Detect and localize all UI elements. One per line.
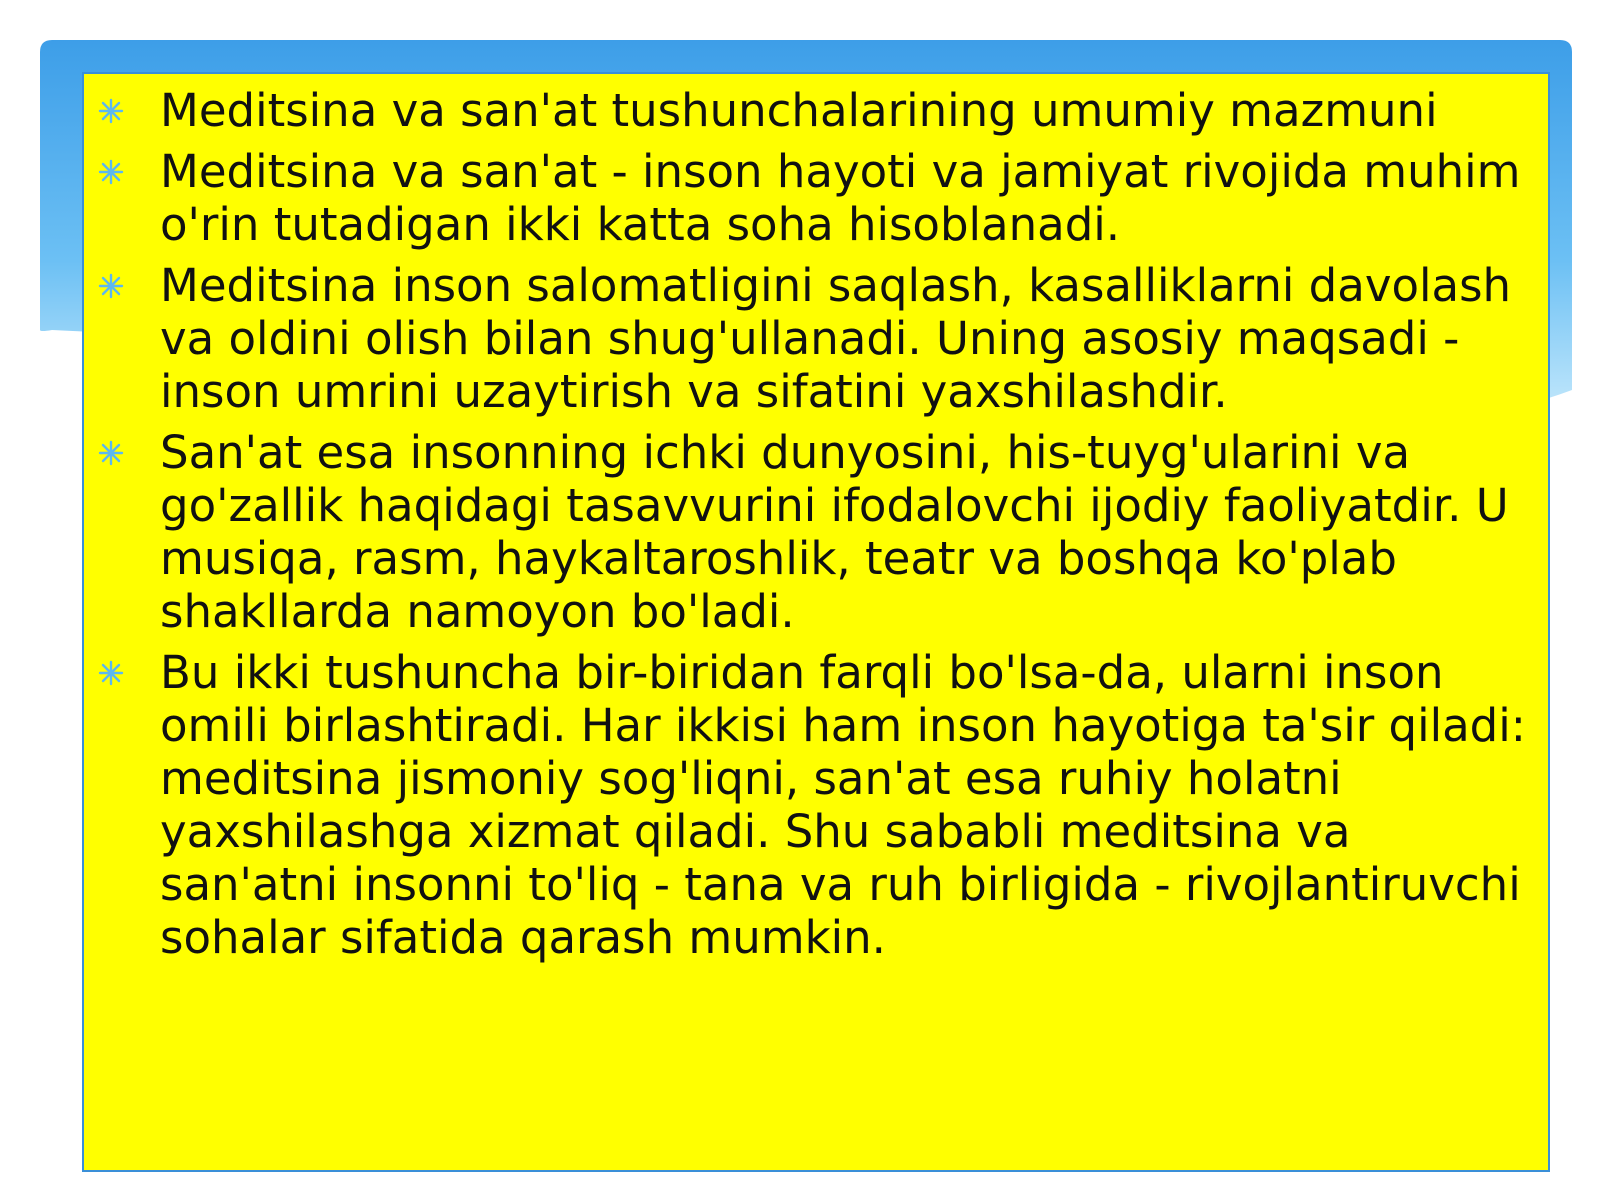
bullet-text: Bu ikki tushuncha bir-biridan farqli bo'lsa-da, ularni inson omili birlashtiradi. Har ikkisi ham inson hayotiga ta'sir qiladi: meditsina jismoniy sog'liqni, san'at esa ruhiy holatni yaxshilashga xizmat qiladi. Shu sababli meditsina va san'atni insonni to'liq - tana va ruh birligida - rivojlantiruvchi sohalar sifatida qarash mumkin.: [160, 646, 1526, 964]
bullet-text: Meditsina va san'at - inson hayoti va jamiyat rivojida muhim o'rin tutadigan ikki katta soha hisoblanadi.: [160, 145, 1521, 251]
asterisk-star-icon: [98, 145, 128, 198]
bullet-item: [98, 259, 1538, 418]
asterisk-star-icon: [98, 646, 128, 699]
bullet-item: [98, 145, 1538, 251]
bullet-list: [98, 84, 1538, 972]
bullet-item: [98, 426, 1538, 638]
asterisk-star-icon: [98, 84, 128, 137]
bullet-item: [98, 646, 1538, 964]
bullet-text: San'at esa insonning ichki dunyosini, his-tuyg'ularini va go'zallik haqidagi tasavvurini ifodalovchi ijodiy faoliyatdir. U musiqa, rasm, haykaltaroshlik, teatr va boshqa ko'plab shakllarda namoyon bo'ladi.: [160, 426, 1509, 638]
bullet-item: [98, 84, 1538, 137]
bullet-text: Meditsina va san'at tushunchalarining umumiy mazmuni: [160, 84, 1438, 137]
asterisk-star-icon: [98, 426, 128, 479]
asterisk-star-icon: [98, 259, 128, 312]
bullet-text: Meditsina inson salomatligini saqlash, kasalliklarni davolash va oldini olish bilan shug'ullanadi. Uning asosiy maqsadi - inson umrini uzaytirish va sifatini yaxshilashdir.: [160, 259, 1512, 418]
content-box: [82, 72, 1550, 1172]
